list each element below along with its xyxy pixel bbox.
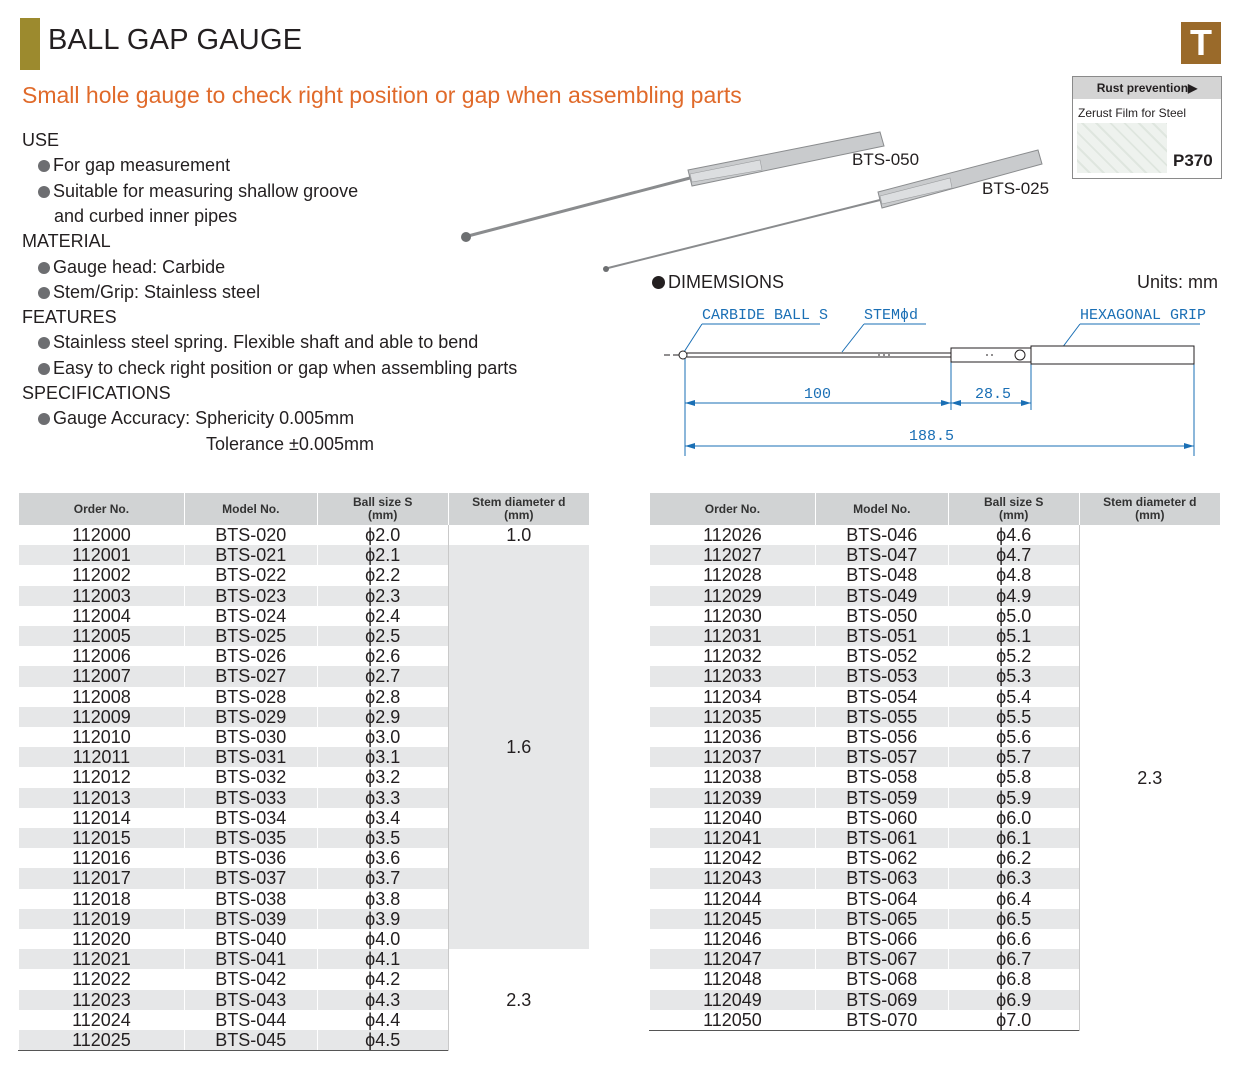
cell-order: 112022 [19,969,185,989]
cell-order: 112027 [650,545,816,565]
cell-order: 112032 [650,646,816,666]
cell-order: 112010 [19,727,185,747]
cell-ball: ϕ3.0 [317,727,448,747]
dimension-drawing [650,296,1230,466]
label-hexagonal-grip: HEXAGONAL GRIP [1080,307,1207,324]
dimensions-heading-text: DIMEMSIONS [668,272,785,292]
cell-model: BTS-057 [815,747,948,767]
cell-order: 112026 [650,525,816,545]
cell-model: BTS-067 [815,949,948,969]
table-header-row [19,493,590,525]
cell-ball: ϕ2.0 [317,525,448,545]
cell-order: 112013 [19,788,185,808]
cell-model: BTS-043 [184,990,317,1010]
rust-prevention-heading: Rust prevention▶ [1073,77,1221,99]
cell-ball: ϕ3.7 [317,868,448,888]
cell-order: 112046 [650,929,816,949]
cell-ball: ϕ4.3 [317,990,448,1010]
cell-ball: ϕ2.3 [317,586,448,606]
cell-model: BTS-033 [184,788,317,808]
cell-order: 112008 [19,687,185,707]
cell-model: BTS-026 [184,646,317,666]
cell-order: 112028 [650,565,816,585]
zerust-film-image [1077,123,1167,173]
cell-order: 112005 [19,626,185,646]
cell-ball: ϕ5.2 [948,646,1079,666]
cell-ball: ϕ5.4 [948,687,1079,707]
cell-order: 112034 [650,687,816,707]
cell-ball: ϕ6.3 [948,868,1079,888]
cell-ball: ϕ2.1 [317,545,448,565]
spec-item [38,153,230,178]
cell-model: BTS-039 [184,909,317,929]
cell-ball: ϕ5.0 [948,606,1079,626]
cell-order: 112002 [19,565,185,585]
table-row [19,545,590,565]
dim-100: 100 [804,386,832,403]
cell-order: 112042 [650,848,816,868]
cell-order: 112024 [19,1010,185,1030]
cell-model: BTS-047 [815,545,948,565]
cell-ball: ϕ6.7 [948,949,1079,969]
cell-order: 112050 [650,1010,816,1031]
units-label: Units: mm [1137,272,1218,292]
spec-text: Easy to check right position or gap when assembling parts [53,357,518,378]
cell-order: 112009 [19,707,185,727]
cell-ball: ϕ4.0 [317,929,448,949]
cell-model: BTS-038 [184,889,317,909]
bullet-icon [38,262,50,274]
cell-model: BTS-066 [815,929,948,949]
cell-order: 112019 [19,909,185,929]
dimensions-heading [652,272,784,293]
bullet-icon [652,276,665,289]
cell-order: 112016 [19,848,185,868]
spec-text: Stainless steel spring. Flexible shaft and able to bend [53,332,479,353]
cell-model: BTS-060 [815,808,948,828]
cell-model: BTS-049 [815,586,948,606]
spec-text: MATERIAL [22,231,111,252]
photo-label-bts-025: BTS-025 [982,179,1050,198]
cell-ball: ϕ3.9 [317,909,448,929]
cell-model: BTS-056 [815,727,948,747]
rust-prevention-subheading: Zerust Film for Steel [1078,106,1187,120]
cell-model: BTS-027 [184,666,317,686]
photo-label-bts-050: BTS-050 [852,150,920,169]
cell-ball: ϕ2.4 [317,606,448,626]
cell-model: BTS-022 [184,565,317,585]
cell-ball: ϕ3.5 [317,828,448,848]
col-header-ball: Ball size S (mm) [317,493,448,525]
cell-order: 112035 [650,707,816,727]
cell-ball: ϕ5.1 [948,626,1079,646]
cell-order: 112041 [650,828,816,848]
cell-order: 112015 [19,828,185,848]
cell-model: BTS-041 [184,949,317,969]
table-row [650,525,1221,545]
left-spec-table [18,493,589,1051]
cell-model: BTS-029 [184,707,317,727]
cell-stem-diameter: 1.6 [448,545,589,949]
cell-order: 112000 [19,525,185,545]
bullet-icon [38,160,50,172]
cell-order: 112003 [19,586,185,606]
table-row [19,949,590,969]
spec-section-heading [22,381,171,406]
cell-ball: ϕ7.0 [948,1010,1079,1031]
col-header-ball: Ball size S (mm) [948,493,1079,525]
spec-item [54,204,237,229]
cell-ball: ϕ5.3 [948,666,1079,686]
cell-ball: ϕ5.7 [948,747,1079,767]
cell-model: BTS-054 [815,687,948,707]
spec-text: Stem/Grip: Stainless steel [53,281,261,302]
cell-order: 112018 [19,889,185,909]
cell-order: 112011 [19,747,185,767]
cell-ball: ϕ6.9 [948,990,1079,1010]
cell-order: 112040 [650,808,816,828]
cell-model: BTS-062 [815,848,948,868]
cell-model: BTS-021 [184,545,317,565]
cell-ball: ϕ4.8 [948,565,1079,585]
cell-order: 112021 [19,949,185,969]
cell-order: 112048 [650,969,816,989]
cell-ball: ϕ4.1 [317,949,448,969]
table-row [19,525,590,545]
cell-model: BTS-051 [815,626,948,646]
spec-section-heading [22,229,111,254]
bullet-icon [38,413,50,425]
cell-model: BTS-063 [815,868,948,888]
cell-ball: ϕ2.2 [317,565,448,585]
cell-model: BTS-040 [184,929,317,949]
cell-order: 112001 [19,545,185,565]
cell-model: BTS-068 [815,969,948,989]
cell-order: 112029 [650,586,816,606]
col-header-order: Order No. [650,493,816,525]
cell-ball: ϕ2.6 [317,646,448,666]
spec-item [38,255,225,280]
product-photo [440,130,1080,290]
cell-ball: ϕ5.9 [948,788,1079,808]
cell-ball: ϕ4.5 [317,1030,448,1051]
cell-order: 112036 [650,727,816,747]
cell-order: 112020 [19,929,185,949]
cell-model: BTS-053 [815,666,948,686]
page-title: BALL GAP GAUGE [48,24,303,56]
spec-item [38,406,354,431]
spec-text: Suitable for measuring shallow groove [53,180,359,201]
cell-ball: ϕ6.5 [948,909,1079,929]
cell-model: BTS-031 [184,747,317,767]
cell-order: 112039 [650,788,816,808]
cell-order: 112017 [19,868,185,888]
cell-ball: ϕ5.6 [948,727,1079,747]
cell-ball: ϕ6.8 [948,969,1079,989]
cell-ball: ϕ3.4 [317,808,448,828]
rust-prevention-box[interactable] [1072,76,1222,179]
spec-item [38,330,478,355]
label-stem: STEMϕd [864,307,919,324]
spec-item [38,356,517,381]
bullet-icon [38,363,50,375]
spec-item [38,179,358,204]
col-header-stem: Stem diameter d (mm) [1079,493,1220,525]
spec-text: USE [22,130,60,150]
cell-order: 112037 [650,747,816,767]
cell-model: BTS-070 [815,1010,948,1031]
cell-stem-diameter: 2.3 [1079,525,1220,1031]
right-spec-table [649,493,1220,1031]
spec-text: SPECIFICATIONS [22,383,171,403]
cell-ball: ϕ4.6 [948,525,1079,545]
cell-order: 112033 [650,666,816,686]
cell-model: BTS-065 [815,909,948,929]
page-subtitle: Small hole gauge to check right position or gap when assembling parts [22,82,742,108]
cell-ball: ϕ6.4 [948,889,1079,909]
dim-188-5: 188.5 [909,428,955,445]
cell-model: BTS-064 [815,889,948,909]
spec-item [38,280,260,305]
col-header-stem: Stem diameter d (mm) [448,493,589,525]
cell-order: 112006 [19,646,185,666]
cell-ball: ϕ2.9 [317,707,448,727]
cell-model: BTS-048 [815,565,948,585]
spec-text: For gap measurement [53,155,231,176]
cell-model: BTS-037 [184,868,317,888]
cell-stem-diameter: 1.0 [448,525,589,545]
spec-text: FEATURES [22,307,117,328]
cell-ball: ϕ6.6 [948,929,1079,949]
cell-model: BTS-055 [815,707,948,727]
spec-item [206,432,374,457]
cell-ball: ϕ5.5 [948,707,1079,727]
cell-model: BTS-024 [184,606,317,626]
cell-order: 112043 [650,868,816,888]
cell-ball: ϕ4.4 [317,1010,448,1030]
cell-model: BTS-059 [815,788,948,808]
cell-order: 112025 [19,1030,185,1051]
bullet-icon [38,287,50,299]
cell-model: BTS-058 [815,767,948,787]
cell-order: 112012 [19,767,185,787]
spec-section-heading [22,128,59,153]
cell-model: BTS-052 [815,646,948,666]
cell-order: 112038 [650,767,816,787]
cell-ball: ϕ3.1 [317,747,448,767]
cell-order: 112014 [19,808,185,828]
title-accent-bar [20,18,40,70]
cell-stem-diameter: 2.3 [448,949,589,1051]
col-header-model: Model No. [184,493,317,525]
cell-model: BTS-023 [184,586,317,606]
cell-model: BTS-046 [815,525,948,545]
spec-text: and curbed inner pipes [54,205,238,226]
cell-model: BTS-034 [184,808,317,828]
col-header-model: Model No. [815,493,948,525]
cell-order: 112045 [650,909,816,929]
cell-model: BTS-045 [184,1030,317,1051]
cell-ball: ϕ3.2 [317,767,448,787]
gauge-bts-025-image [603,150,1042,272]
cell-ball: ϕ6.2 [948,848,1079,868]
cell-ball: ϕ3.6 [317,848,448,868]
cell-ball: ϕ6.0 [948,808,1079,828]
cell-ball: ϕ4.7 [948,545,1079,565]
cell-ball: ϕ4.2 [317,969,448,989]
cell-ball: ϕ6.1 [948,828,1079,848]
col-header-order: Order No. [19,493,185,525]
cell-ball: ϕ2.5 [317,626,448,646]
cell-model: BTS-030 [184,727,317,747]
dim-28-5: 28.5 [975,386,1012,403]
cell-ball: ϕ2.7 [317,666,448,686]
cell-model: BTS-050 [815,606,948,626]
cell-model: BTS-044 [184,1010,317,1030]
cell-model: BTS-069 [815,990,948,1010]
cell-model: BTS-036 [184,848,317,868]
spec-text: Gauge Accuracy: Sphericity 0.005mm [53,408,355,429]
cell-model: BTS-061 [815,828,948,848]
cell-model: BTS-042 [184,969,317,989]
spec-text: Gauge head: Carbide [53,256,226,277]
bullet-icon [38,337,50,349]
section-badge: T [1181,22,1221,64]
cell-ball: ϕ5.8 [948,767,1079,787]
cell-ball: ϕ4.9 [948,586,1079,606]
cell-order: 112044 [650,889,816,909]
spec-section-heading [22,305,117,330]
spec-text: Tolerance ±0.005mm [206,433,374,454]
label-carbide-ball: CARBIDE BALL S [702,307,829,324]
bullet-icon [38,186,50,198]
cell-model: BTS-025 [184,626,317,646]
cell-ball: ϕ3.3 [317,788,448,808]
cell-ball: ϕ3.8 [317,889,448,909]
cell-model: BTS-035 [184,828,317,848]
cell-order: 112023 [19,990,185,1010]
cell-model: BTS-028 [184,687,317,707]
rust-prevention-page-ref[interactable]: P370 [1173,151,1213,170]
table-header-row [650,493,1221,525]
cell-order: 112007 [19,666,185,686]
cell-order: 112004 [19,606,185,626]
cell-order: 112030 [650,606,816,626]
cell-model: BTS-032 [184,767,317,787]
cell-order: 112047 [650,949,816,969]
cell-model: BTS-020 [184,525,317,545]
gauge-bts-050-image [461,132,884,242]
cell-order: 112049 [650,990,816,1010]
cell-order: 112031 [650,626,816,646]
cell-ball: ϕ2.8 [317,687,448,707]
